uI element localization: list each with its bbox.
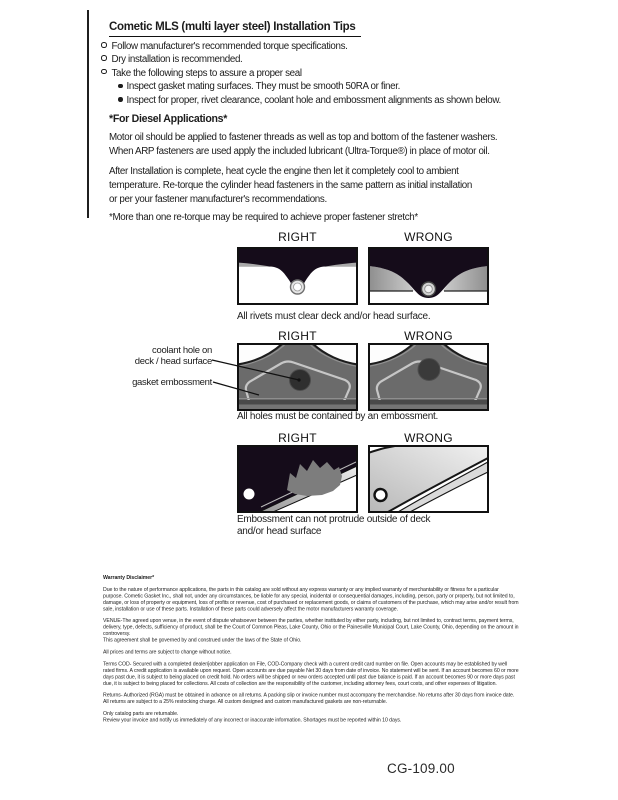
wrong-header: WRONG xyxy=(404,329,453,343)
row1-caption: All rivets must clear deck and/or head surface. xyxy=(237,311,431,322)
wrong-header: WRONG xyxy=(404,431,453,445)
disclaimer-paragraph: Review your invoice and notify us immediately of any incorrect or inaccurate information. Shortages must be reported within 10 days. xyxy=(103,717,402,724)
paragraph-line: Motor oil should be applied to fastener threads as well as top and bottom of the fastener washers. xyxy=(109,132,498,143)
diagram-rivet-right xyxy=(237,247,358,305)
disclaimer-paragraph: All prices and terms are subject to change without notice. xyxy=(103,649,232,656)
coolant-hole-label: coolant hole on deck / head surface xyxy=(134,345,212,368)
bolt-hole xyxy=(375,489,387,501)
disclaimer-paragraph: Terms COD- Secured with a completed dealer/jobber application on File, COD-Company check with a current credit card number on file. Open accounts may be established by well rated firms. A credit application is available upon request. Open accounts are due payable Net 30 days from date of invoice. No statement will be sent. If an account becomes 60 or more days past due, it is subject to being placed on credit hold. No orders will be shipped or new orders accepted until past due balance is paid. If an account becomes 90 or more days past due, it is subject to being placed for collections. All costs of collection are the responsibility of the customer, including attorney fees, court costs, and other expenses of litigation. xyxy=(103,661,519,687)
scan-edge-line xyxy=(87,10,89,218)
list-item: Dry installation is recommended. xyxy=(101,53,501,66)
diagram-hole-right xyxy=(237,343,358,411)
disclaimer-heading: Warranty Disclaimer* xyxy=(103,575,155,581)
paragraph-line: or per your fastener manufacturer's recommendations. xyxy=(109,193,327,205)
disclaimer-paragraph: Due to the nature of performance applications, the parts in this catalog are sold without any express warranty or any implied warranty of merchantability or fitness for a particular purpose. Cometic Gasket Inc., shall not, under any circumstances, be liable for any special, incidental or consequential damages, including, person, party or property, but not limited to, damage, or loss of property or equipment, loss of profits or revenue, cost of purchased or replacement goods, or claims of customers of the purchase, which may arise and/or result from sale, installation or use of these parts. Installation of these parts could adversely affect the motor manufacturers warranty coverage. xyxy=(103,586,519,612)
diesel-paragraph-1 xyxy=(109,131,497,159)
wrong-header: WRONG xyxy=(404,230,453,244)
disclaimer-paragraph: VENUE-The agreed upon venue, in the event of dispute whatsoever between the parties, whether instituted by either party, including, but not limited to, contract terms, payment terms, delivery, type, defects, sufficiency of product, shall be the Court of Common Pleas, Lake County, Ohio or the Painesville Municipal Court, Lake County, Ohio, depending on the amount in controversy. xyxy=(103,618,519,637)
list-item: Follow manufacturer's recommended torque specifications. xyxy=(101,40,501,53)
list-item: Inspect for proper, rivet clearance, coolant hole and embossment alignments as shown below. xyxy=(118,94,501,107)
paragraph-line: temperature. Re-torque the cylinder head fasteners in the same pattern as initial installation xyxy=(109,179,473,191)
page-code: CG-109.00 xyxy=(387,761,455,776)
retorque-note: *More than one re-torque may be required to achieve proper fastener stretch* xyxy=(109,212,418,223)
disclaimer-paragraph: This agreement shall be governed by and construed under the laws of the State of Ohio. xyxy=(103,637,302,644)
diesel-heading: *For Diesel Applications* xyxy=(109,113,228,125)
disclaimer-paragraph: Only catalog parts are returnable. xyxy=(103,711,179,717)
coolant-hole xyxy=(418,359,440,381)
paragraph-line: After Installation is complete, heat cycle the engine then let it completely cool to ambient xyxy=(109,166,459,177)
right-header: RIGHT xyxy=(278,230,317,244)
disclaimer-paragraph: Returns- Authorized (RGA) must be obtained in advance on all returns. A packing slip or invoice number must accompany the merchandise. No returns after 30 days from invoice date. All returns are subject to a 25% restocking charge. All custom designed and custom manufactured gaskets are non-returnable. xyxy=(103,692,515,705)
diagram-rivet-wrong xyxy=(368,247,489,305)
tips-list xyxy=(101,40,501,107)
bolt-hole xyxy=(244,489,255,500)
list-item: Inspect gasket mating surfaces. They must be smooth 50RA or finer. xyxy=(118,80,501,93)
row2-caption: All holes must be contained by an embossment. xyxy=(237,411,439,422)
diesel-paragraph-2 xyxy=(109,165,472,207)
diagram-edge-wrong xyxy=(368,445,489,513)
diagram-edge-right xyxy=(237,445,358,513)
right-header: RIGHT xyxy=(278,431,317,445)
right-header: RIGHT xyxy=(278,329,317,343)
row3-caption: Embossment can not protrude outside of deck and/or head surface xyxy=(237,514,431,537)
embossment-label: gasket embossment xyxy=(132,377,212,388)
diagram-hole-wrong xyxy=(368,343,489,411)
page-title: Cometic MLS (multi layer steel) Installation Tips xyxy=(109,21,361,37)
warranty-disclaimer xyxy=(103,575,520,730)
coolant-hole xyxy=(290,370,311,391)
paragraph-line: When ARP fasteners are used apply the included lubricant (Ultra-Torque®) in place of motor oil. xyxy=(109,145,490,157)
list-item: Take the following steps to assure a proper seal xyxy=(101,67,501,80)
